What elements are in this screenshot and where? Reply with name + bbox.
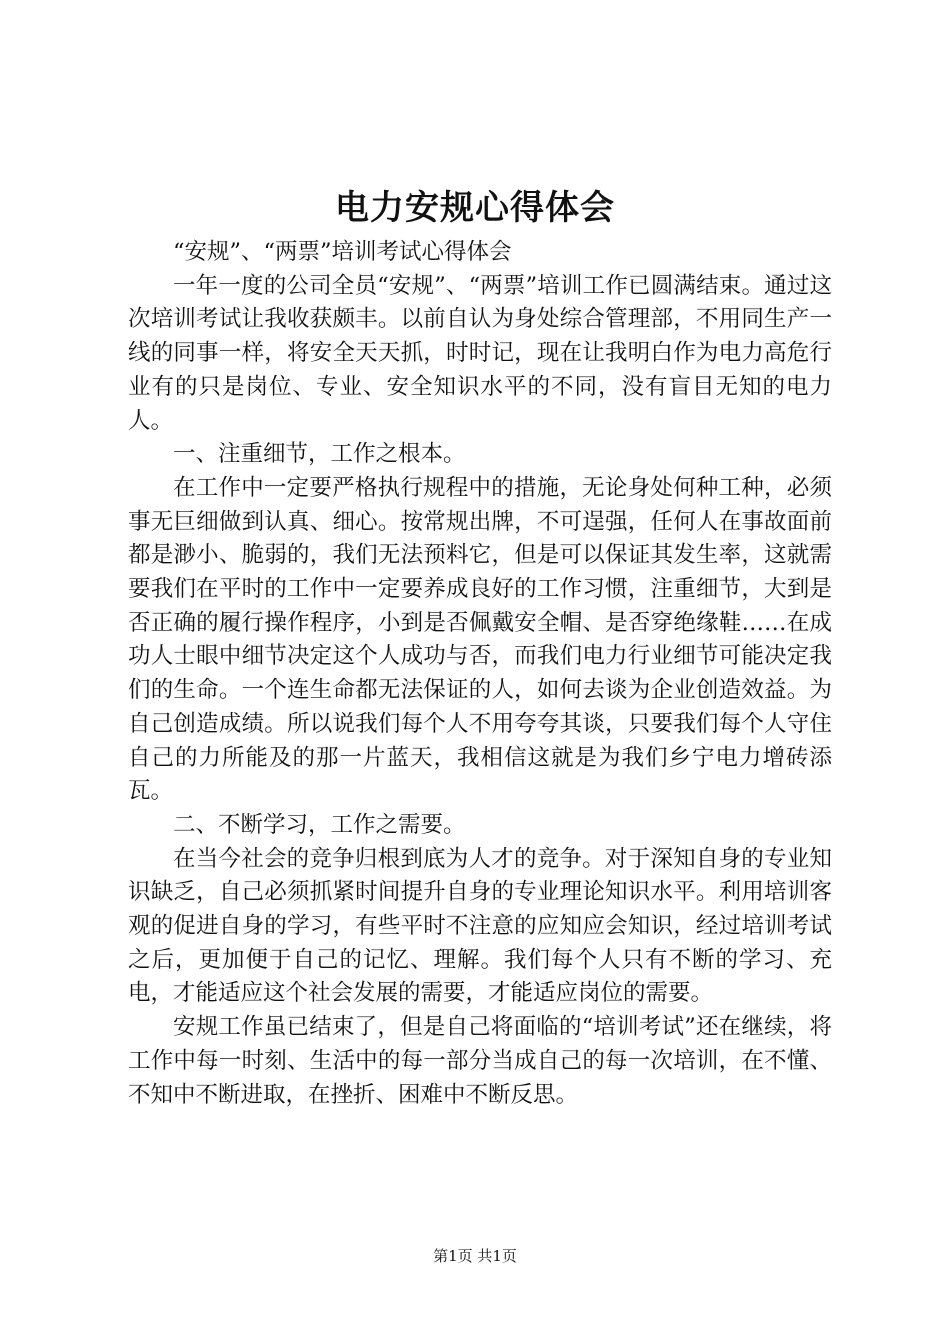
section-heading-2: 二、不断学习，工作之需要。 <box>173 811 466 838</box>
paragraph-intro: 一年一度的公司全员“安规”、“两票”培训工作已圆满结束。通过这次培训考试让我收获颇丰。以前自认为身处综合管理部，不用同生产一线的同事一样，将安全天天抓，时时记，现在让我明白作为电力高危行业有的只是岗位、专业、安全知识水平的不同，没有盲目无知的电力人。 <box>128 272 832 434</box>
section-heading-1: 一、注重细节，工作之根本。 <box>173 441 466 468</box>
page-number-footer: 第1页 共1页 <box>433 1247 517 1265</box>
document-body <box>128 236 832 1112</box>
paragraph-subtitle: “安规”、“两票”培训考试心得体会 <box>173 239 512 265</box>
paragraph-conclusion: 安规工作虽已结束了，但是自己将面临的“培训考试”还在继续，将工作中每一时刻、生活中的每一部分当成自己的每一次培训，在不懂、不知中不断进取，在挫折、困难中不断反思。 <box>128 1014 832 1108</box>
document-title: 电力安规心得体会 <box>335 188 615 228</box>
paragraph-section-1: 在工作中一定要严格执行规程中的措施，无论身处何种工种，必须事无巨细做到认真、细心。按常规出牌，不可逞强，任何人在事故面前都是渺小、脆弱的，我们无法预料它，但是可以保证其发生率，这就需要我们在平时的工作中一定要养成良好的工作习惯，注重细节，大到是否正确的履行操作程序，小到是否佩戴安全帽、是否穿绝缘鞋……在成功人士眼中细节决定这个人成功与否，而我们电力行业细节可能决定我们的生命。一个连生命都无法保证的人，如何去谈为企业创造效益。为自己创造成绩。所以说我们每个人不用夸夸其谈，只要我们每个人守住自己的力所能及的那一片蓝天，我相信这就是为我们乡宁电力增砖添瓦。 <box>128 474 832 805</box>
paragraph-section-2: 在当今社会的竞争归根到底为人才的竞争。对于深知自身的专业知识缺乏，自己必须抓紧时间提升自身的专业理论知识水平。利用培训客观的促进自身的学习，有些平时不注意的应知应会知识，经过培训考试之后，更加便于自己的记忆、理解。我们每个人只有不断的学习、充电，才能适应这个社会发展的需要，才能适应岗位的需要。 <box>128 845 832 1007</box>
